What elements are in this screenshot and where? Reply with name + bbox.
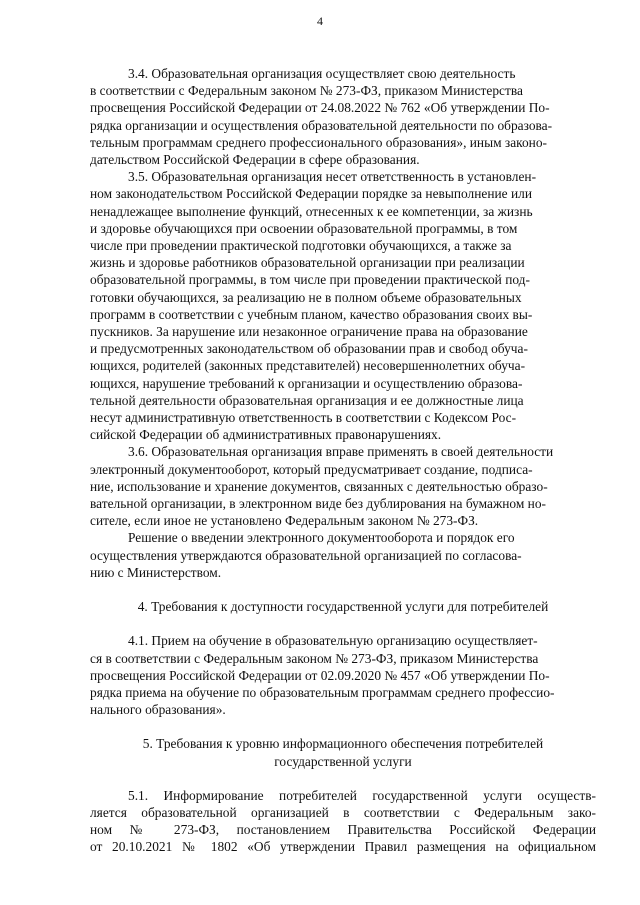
paragraph-3-5: 3.5. Образовательная организация несет ответственность в установлен- ном законодательством Российской Федерации порядке за невыполнение или ненадлежащее выполнение функций, отнесенных к ее компетенции, за жизнь и здоровье обучающихся при освоении образовательной программы, в том числе при проведении практической подготовки обучающихся, а также за жизнь и здоровье работников образовательной организации при реализации образовательной программы, в том числе при проведении практической под- готовки обучающихся, за реализацию не в полном объеме образовательных программ в соответствии с учебным планом, качество образования своих вы- пускников. За нарушение или незаконное ограничение права на образование и предусмотренных законодательством об образовании прав и свобод обуча- ющихся, родителей (законных представителей) несовершеннолетних обуча- ющихся, нарушение требований к организации и осуществлению образова- тельной деятельности образовательная организация и ее должностные лица несут административную ответственность в соответствии с Кодексом Рос- сийской Федерации об административных правонарушениях. <box>90 169 537 443</box>
document-body <box>90 65 596 856</box>
paragraph-edo-decision: Решение о введении электронного документооборота и порядок его осуществления утверждаются образовательной организацией по согласова- нию с Министерством. <box>90 530 522 580</box>
paragraph-3-4: 3.4. Образовательная организация осуществляет свою деятельность в соответствии с Федеральным законом № 273-ФЗ, приказом Министерства просвещения Российской Федерации от 24.08.2022 № 762 «Об утверждении По- рядка организации и осуществления образовательной деятельности по образова- тельным программам среднего профессионального образования», иным законо- дательством Российской Федерации в сфере образования. <box>90 66 553 168</box>
section-5-heading: 5. Требования к уровню информационного обеспечения потребителей государственной услуги <box>142 736 544 769</box>
paragraph-3-6: 3.6. Образовательная организация вправе применять в своей деятельности электронный документооборот, который предусматривает создание, подписа- ние, использование и хранение документов, связанных с деятельностью образо- вательной организации, в электронном виде без дублирования на бумажном но- сителе, если иное не установлено Федеральным законом № 273-ФЗ. <box>90 444 554 529</box>
section-4-heading: 4. Требования к доступности государственной услуги для потребителей <box>137 599 549 615</box>
paragraph-5-1: 5.1. Информирование потребителей государственной услуги осуществ- ляется образовательной организацией в соответствии с Федеральным зако- ном № 273-ФЗ, постановлением Правительства Российской Федерации от 20.10.2021 № 1802 «Об утверждении Правил размещения на официальном <box>90 787 596 855</box>
paragraph-4-1: 4.1. Прием на обучение в образовательную организацию осуществляет- ся в соответствии с Федеральным законом № 273-ФЗ, приказом Министерства просвещения Российской Федерации от 02.09.2020 № 457 «Об утверждении По- рядка приема на обучение по образовательным программам среднего профессио- нального образования». <box>90 633 555 718</box>
page-number: 4 <box>317 14 323 28</box>
